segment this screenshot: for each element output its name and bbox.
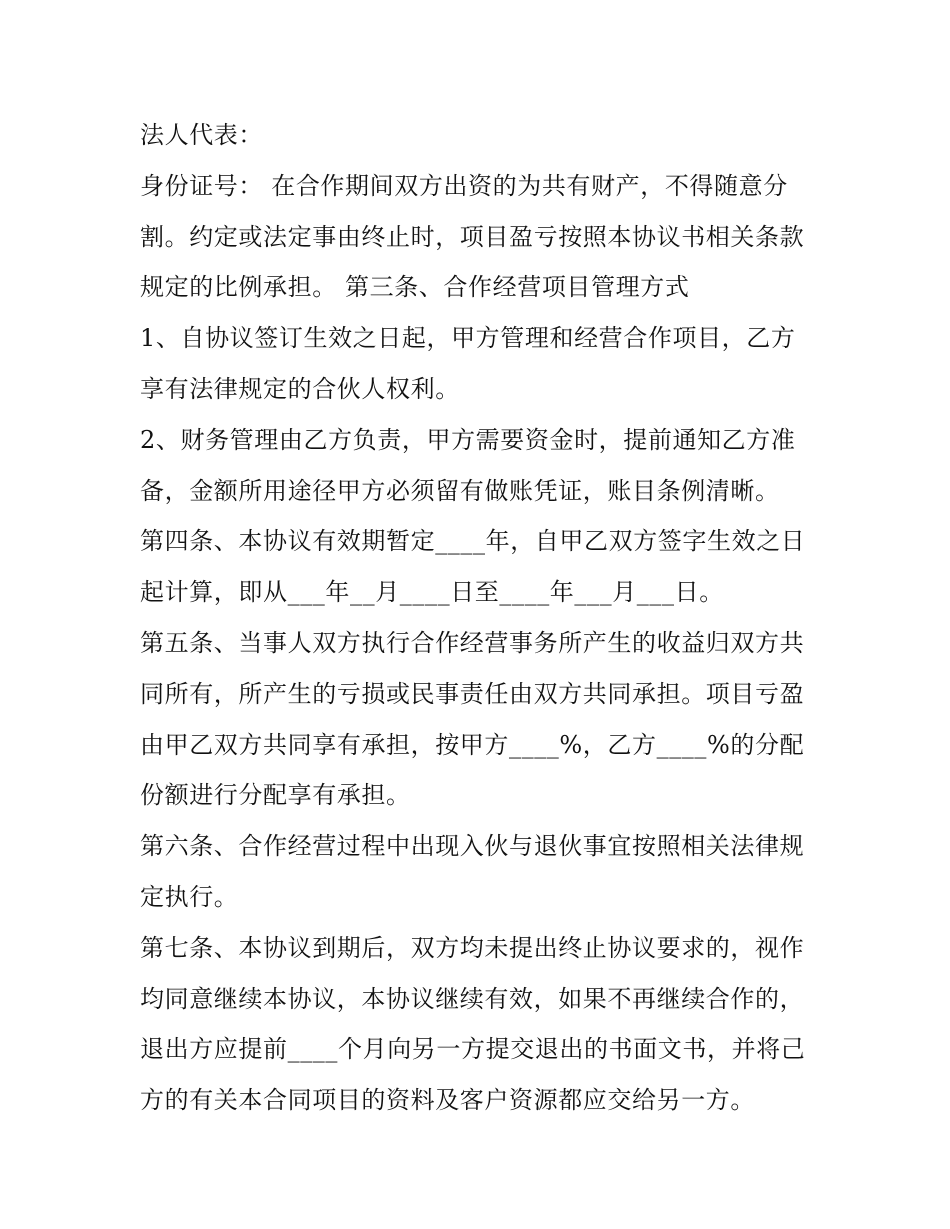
text-line: 起计算，即从___年__月____日至____年___月___日。 [140,578,724,607]
text-line: 身份证号： 在合作期间双方出资的为共有财产，不得随意分 [140,171,788,200]
text-line: 由甲乙双方共同享有承担，按甲方____%，乙方____%的分配 [140,730,805,759]
text-line: 割。约定或法定事由终止时，项目盈亏按照本协议书相关条款 [140,222,805,251]
text-line: 2、财务管理由乙方负责，甲方需要资金时，提前通知乙方准 [140,425,796,454]
text-line: 同所有，所产生的亏损或民事责任由双方共同承担。项目亏盈 [140,679,805,708]
text-line: 备，金额所用途径甲方必须留有做账凭证，账目条例清晰。 [140,476,780,505]
text-line: 均同意继续本协议，本协议继续有效，如果不再继续合作的， [140,984,805,1013]
text-line: 方的有关本合同项目的资料及客户资源都应交给另一方。 [140,1086,755,1115]
text-line: 规定的比例承担。 第三条、合作经营项目管理方式 [140,273,690,302]
text-line: 退出方应提前____个月向另一方提交退出的书面文书，并将己 [140,1035,806,1064]
text-line-legal-representative: 法人代表： [140,121,263,149]
text-line: 第六条、合作经营过程中出现入伙与退伙事宜按照相关法律规 [140,832,805,861]
text-line: 享有法律规定的合伙人权利。 [140,374,460,403]
text-line: 定执行。 [140,882,239,911]
text-line: 第五条、当事人双方执行合作经营事务所产生的收益归双方共 [140,628,805,657]
document-body [140,110,820,1126]
text-line: 1、自协议签订生效之日起，甲方管理和经营合作项目，乙方 [140,324,796,353]
text-line: 第四条、本协议有效期暂定____年，自甲乙双方签字生效之日 [140,527,806,556]
text-line: 第七条、本协议到期后，双方均未提出终止协议要求的，视作 [140,933,805,962]
text-line: 份额进行分配享有承担。 [140,781,411,810]
